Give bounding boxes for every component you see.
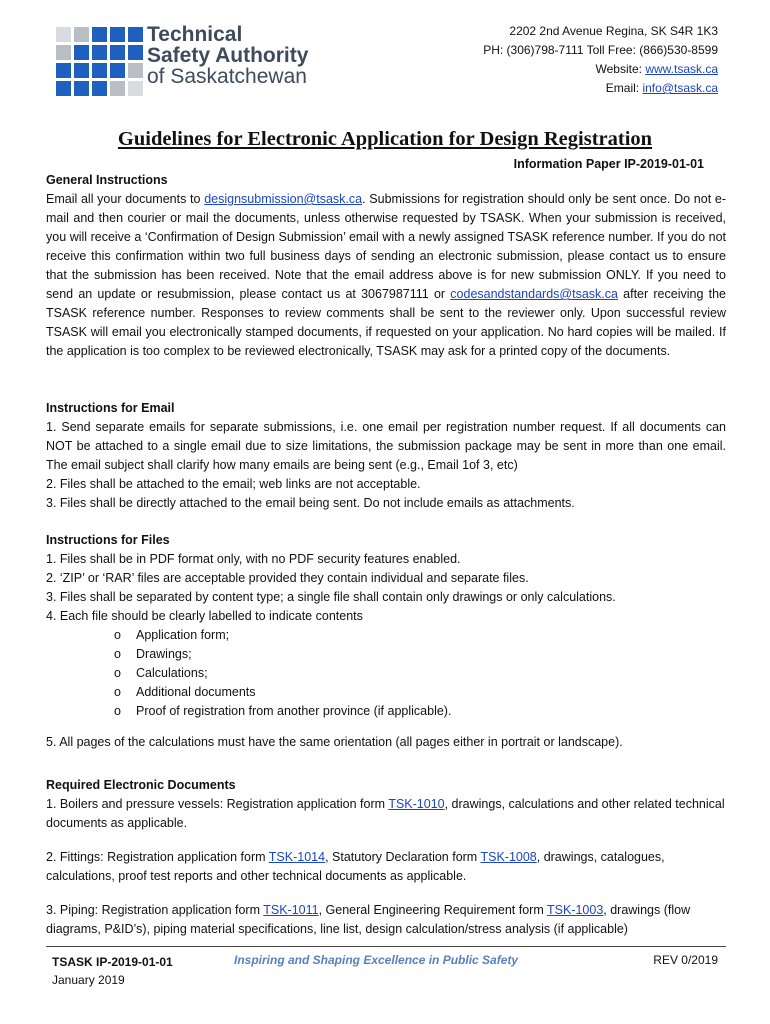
website-link[interactable]: www.tsask.ca xyxy=(645,62,718,76)
logo-line-1: Technical xyxy=(147,23,243,46)
email-item-3: 3. Files shall be directly attached to the email being sent. Do not include emails as attachments. xyxy=(46,496,575,510)
logo-square xyxy=(128,81,143,96)
footer-slogan: Inspiring and Shaping Excellence in Public Safety xyxy=(234,953,519,967)
logo-square xyxy=(74,81,89,96)
logo-square xyxy=(56,63,71,78)
required-item-1 xyxy=(46,795,726,833)
tsk-1014-link[interactable]: TSK-1014 xyxy=(268,850,326,864)
logo-square xyxy=(92,27,107,42)
designsubmission-email-link[interactable]: designsubmission@tsask.ca xyxy=(204,192,363,206)
logo-squares-icon xyxy=(56,27,143,96)
list-item xyxy=(114,664,726,683)
list-item xyxy=(114,626,726,645)
email-instructions-heading: Instructions for Email xyxy=(46,401,175,415)
general-text-1: Email all your documents to xyxy=(46,192,205,206)
logo-square xyxy=(74,63,89,78)
required-1-text: 1. Boilers and pressure vessels: Registration application form xyxy=(46,797,389,811)
bullet-marker: o xyxy=(114,628,121,642)
bullet-text: Additional documents xyxy=(136,685,256,699)
logo-square xyxy=(56,45,71,60)
document-title: Guidelines for Electronic Application for Design Registration xyxy=(117,128,653,150)
general-instructions-paragraph xyxy=(46,190,726,361)
tsk-1008-link[interactable]: TSK-1008 xyxy=(480,850,537,864)
email-line xyxy=(483,79,718,98)
logo-square xyxy=(128,63,143,78)
logo-line-2: Safety Authority xyxy=(147,44,309,67)
bullet-marker: o xyxy=(114,666,121,680)
logo-square xyxy=(110,27,125,42)
footer-doc-id: TSASK IP-2019-01-01 xyxy=(52,955,173,969)
logo-square xyxy=(56,27,71,42)
footer-revision: REV 0/2019 xyxy=(653,953,718,967)
list-item xyxy=(114,702,726,721)
email-item-1: 1. Send separate emails for separate submissions, i.e. one email per registration number request. If all documents can NOT be attached to a single email due to size limitations, the submission package may be sent in more than one email. The email subject shall clarify how many emails are being sent (e.g., Email 1of 3, etc) xyxy=(46,420,726,472)
required-item-2 xyxy=(46,848,726,886)
contact-block xyxy=(483,22,718,98)
list-item xyxy=(114,645,726,664)
required-2-text-end: , drawings, catalogues, calculations, proof test reports and other technical documents as applicable. xyxy=(46,850,665,883)
file-item-3: 3. Files shall be separated by content type; a single file shall contain only drawings or only calculations. xyxy=(46,590,616,604)
file-item-2: 2. ‘ZIP’ or ‘RAR’ files are acceptable provided they contain individual and separate files. xyxy=(46,571,529,585)
logo-line-3: of Saskatchewan xyxy=(147,65,307,88)
general-text-3: after receiving the TSASK reference number. Responses to review comments shall be sent to the reviewer only. Upon successful review TSASK will email you electronically stamped documents, if requested on your application. No hard copies will be mailed. If the application is too complex to be reviewed electronically, TSASK may ask for a printed copy of the documents. xyxy=(46,287,726,358)
bullet-text: Proof of registration from another province (if applicable). xyxy=(136,704,452,718)
email-instructions-section xyxy=(46,399,726,513)
required-documents-section xyxy=(46,776,726,939)
required-documents-heading: Required Electronic Documents xyxy=(46,778,236,792)
bullet-text: Calculations; xyxy=(136,666,208,680)
tsk-1010-link[interactable]: TSK-1010 xyxy=(388,797,445,811)
bullet-marker: o xyxy=(114,685,121,699)
logo-square xyxy=(110,63,125,78)
required-3-text-end: , drawings (flow diagrams, P&ID’s), piping material specifications, line list, design calculation/stress analysis (if applicable) xyxy=(46,903,691,936)
file-item-5: 5. All pages of the calculations must have the same orientation (all pages either in portrait or landscape). xyxy=(46,735,623,749)
footer-date: January 2019 xyxy=(52,973,125,987)
required-3-text-mid: , General Engineering Requirement form xyxy=(318,903,547,917)
logo-square xyxy=(128,45,143,60)
tsk-1003-link[interactable]: TSK-1003 xyxy=(546,903,604,917)
general-instructions-heading: General Instructions xyxy=(46,173,168,187)
logo-square xyxy=(74,27,89,42)
logo-square xyxy=(92,45,107,60)
footer-doc-info xyxy=(52,953,173,989)
logo-text xyxy=(147,24,308,87)
file-instructions-heading: Instructions for Files xyxy=(46,533,170,547)
file-item-1: 1. Files shall be in PDF format only, with no PDF security features enabled. xyxy=(46,552,461,566)
logo-square xyxy=(92,81,107,96)
required-1-text-end: , drawings, calculations and other related technical documents as applicable. xyxy=(46,797,725,830)
bullet-marker: o xyxy=(114,647,121,661)
required-item-3 xyxy=(46,901,726,939)
bullet-marker: o xyxy=(114,704,121,718)
file-item-4: 4. Each file should be clearly labelled to indicate contents xyxy=(46,609,363,623)
email-label: Email: xyxy=(605,81,643,95)
address-line: 2202 2nd Avenue Regina, SK S4R 1K3 xyxy=(509,24,718,38)
tsask-logo xyxy=(56,24,308,96)
required-2-text-mid: , Statutory Declaration form xyxy=(325,850,481,864)
website-label: Website: xyxy=(595,62,646,76)
email-link[interactable]: info@tsask.ca xyxy=(642,81,718,95)
codesandstandards-email-link[interactable]: codesandstandards@tsask.ca xyxy=(450,287,618,301)
bullet-text: Application form; xyxy=(136,628,230,642)
phone-line: PH: (306)798-7111 Toll Free: (866)530-8599 xyxy=(483,43,718,57)
required-3-text: 3. Piping: Registration application form xyxy=(46,903,264,917)
tsk-1011-link[interactable]: TSK-1011 xyxy=(263,903,319,917)
file-instructions-section xyxy=(46,531,726,752)
website-line xyxy=(483,60,718,79)
logo-square xyxy=(110,81,125,96)
required-2-text: 2. Fittings: Registration application form xyxy=(46,850,269,864)
logo-square xyxy=(110,45,125,60)
bullet-text: Drawings; xyxy=(136,647,192,661)
logo-square xyxy=(92,63,107,78)
general-text-2: . Submissions for registration should only be sent once. Do not e-mail and then courier or mail the documents, unless otherwise requested by TSASK. When your submission is received, you will receive a ‘Confirmation of Design Submission’ email with a newly assigned TSASK reference number. If you do not receive this confirmation within two full business days of sending an electronic submission, please contact us to ensure that the submission has been received. Note that the email address above is for new submission ONLY. If you need to send an update or resubmission, please contact us at 3067987111 or xyxy=(46,192,727,301)
info-paper-id: Information Paper IP-2019-01-01 xyxy=(513,157,704,171)
general-instructions-section xyxy=(46,171,726,361)
list-item xyxy=(114,683,726,702)
page-footer xyxy=(46,946,726,987)
email-item-2: 2. Files shall be attached to the email; web links are not acceptable. xyxy=(46,477,421,491)
logo-square xyxy=(128,27,143,42)
logo-square xyxy=(56,81,71,96)
logo-square xyxy=(74,45,89,60)
